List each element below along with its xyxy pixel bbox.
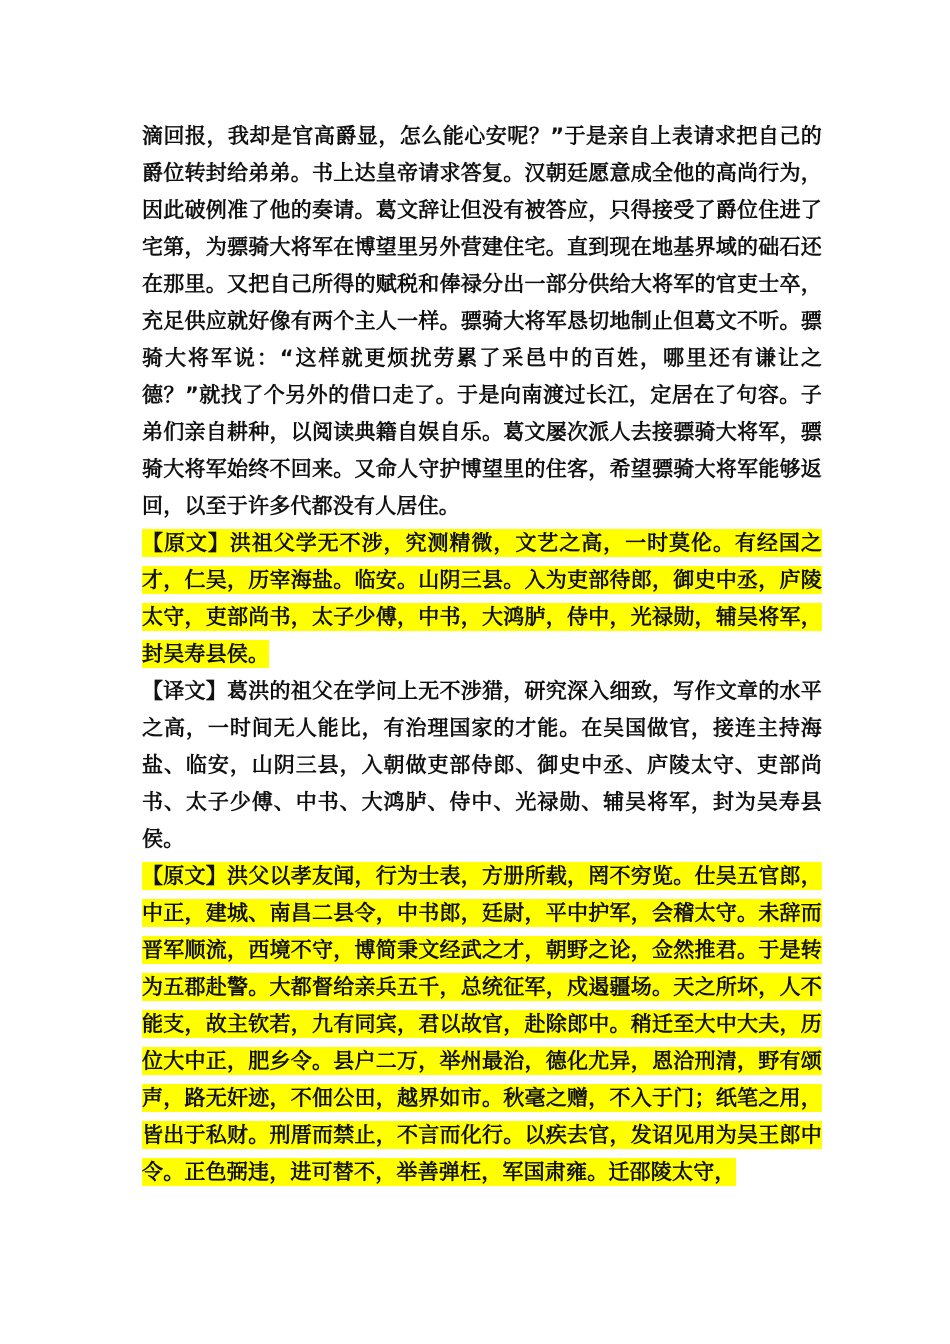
paragraph-translation-grandfather [142, 673, 822, 858]
paragraph-translation-intro [142, 118, 822, 525]
paragraph-original-father [142, 858, 822, 1191]
document-body [142, 118, 822, 1191]
paragraph-original-grandfather [142, 525, 822, 673]
paragraph-text: 【译文】葛洪的祖父在学问上无不涉猎，研究深入细致，写作文章的水平之高，一时间无人能比，有治理国家的才能。在吴国做官，接连主持海盐、临安，山阴三县，入朝做吏部侍郎、御史中丞、庐陵太守、吏部尚书、太子少傅、中书、大鸿胪、侍中、光禄勋、辅吴将军，封为吴寿县侯。 [142, 679, 822, 851]
highlighted-paragraph-text: 【原文】洪父以孝友闻，行为士表，方册所载，罔不穷览。仕吴五官郎，中正，建城、南昌二县令，中书郎，廷尉，平中护军，会稽太守。未辞而晋军顺流，西境不守，博简秉文经武之才，朝野之论，佥然推君。于是转为五郡赴警。大都督给亲兵五千，总统征军，戍遏疆场。天之所坏，人不能支，故主钦若，九有同宾，君以故官，赴除郎中。稍迁至大中大夫，历位大中正，肥乡令。县户二万，举州最治，德化尤异，恩洽刑清，野有颂声，路无奸迹，不佃公田，越界如市。秋毫之赠，不入于门；纸笔之用，皆出于私财。刑厝而禁止，不言而化行。以疾去官，发诏见用为吴王郎中令。正色弼违，进可替不，举善弹枉，军国肃雍。迁邵陵太守， [142, 864, 822, 1184]
paragraph-text: 滴回报，我却是官高爵显，怎么能心安呢？”于是亲自上表请求把自己的爵位转封给弟弟。书上达皇帝请求答复。汉朝廷愿意成全他的高尚行为，因此破例准了他的奏请。葛文辞让但没有被答应，只得接受了爵位住进了宅第，为骠骑大将军在博望里另外营建住宅。直到现在地基界域的础石还在那里。又把自己所得的赋税和俸禄分出一部分供给大将军的官吏士卒，充足供应就好像有两个主人一样。骠骑大将军恳切地制止但葛文不听。骠骑大将军说：“这样就更烦扰劳累了采邑中的百姓，哪里还有谦让之德？”就找了个另外的借口走了。于是向南渡过长江，定居在了句容。子弟们亲自耕种，以阅读典籍自娱自乐。葛文屡次派人去接骠骑大将军，骠骑大将军始终不回来。又命人守护博望里的住客，希望骠骑大将军能够返回，以至于许多代都没有人居住。 [142, 124, 822, 518]
highlighted-paragraph-text: 【原文】洪祖父学无不涉，究测精微，文艺之高，一时莫伦。有经国之才，仁吴，历宰海盐。临安。山阴三县。入为吏部待郎，御史中丞，庐陵太守，吏部尚书，太子少傅，中书，大鸿胪，侍中，光禄勋，辅吴将军，封吴寿县侯。 [142, 531, 822, 666]
